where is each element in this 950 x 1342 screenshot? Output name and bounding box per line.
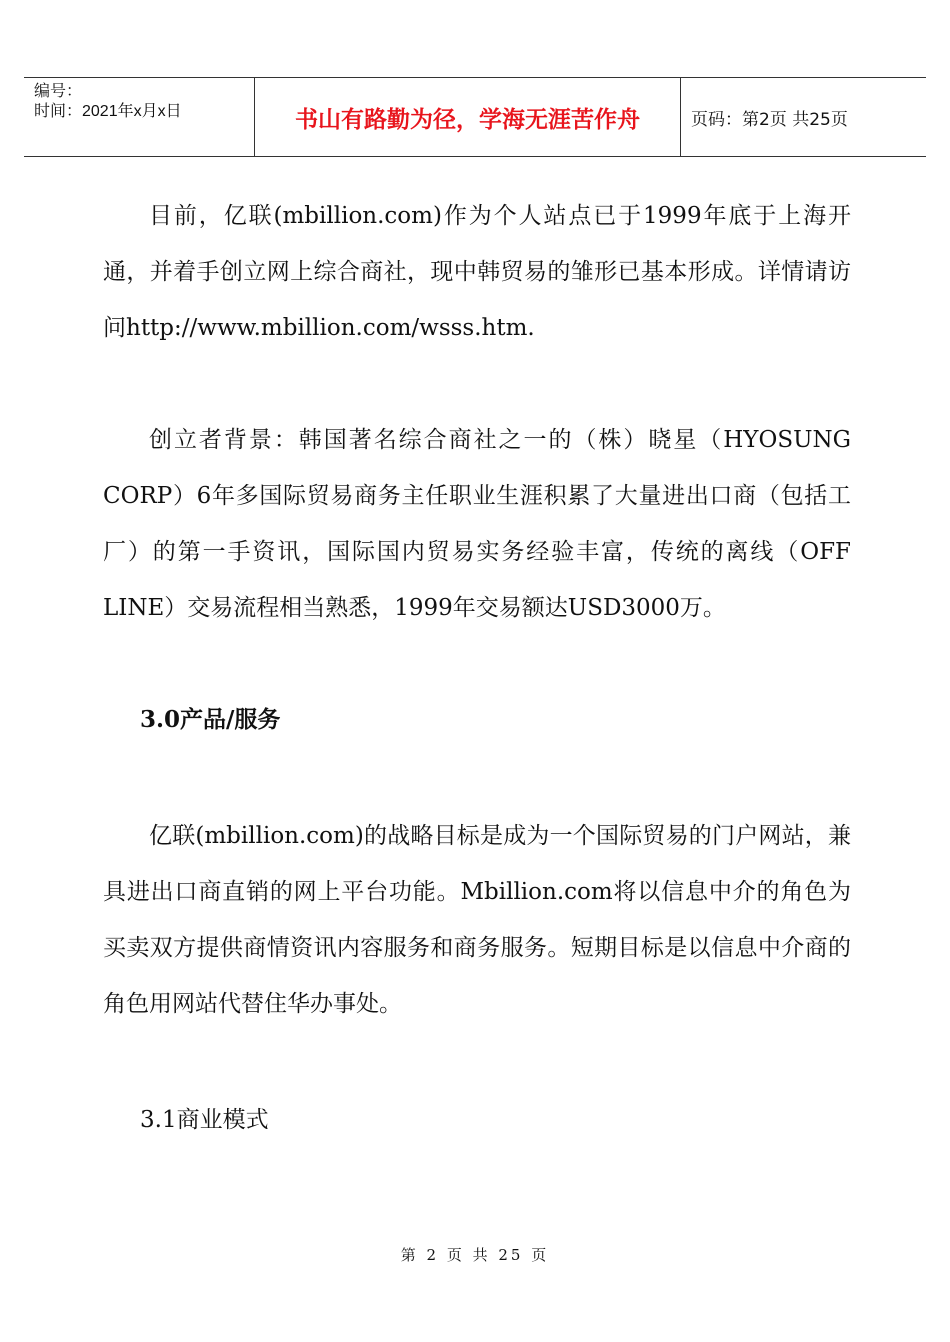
header-meta [24, 78, 254, 156]
header-motto: 书山有路勤为径，学海无涯苦作舟 [254, 78, 681, 156]
page-footer: 第 2 页 共 25 页 [400, 1246, 550, 1264]
page-header [24, 77, 926, 157]
document-body [103, 188, 851, 1148]
paragraph-spacer [103, 636, 851, 692]
paragraph-current-status: 目前，亿联(mbillion.com)作为个人站点已于1999年底于上海开通，并着手创立网上综合商社，现中韩贸易的雏形已基本形成。详情请访问http://www.mbillion.com/wsss.htm. [103, 203, 851, 341]
section-heading-business-model: 3.1商业模式 [140, 1107, 269, 1133]
section-heading-products-services: 3.0产品/服务 [140, 706, 281, 733]
paragraph-founder-background: 创立者背景：韩国著名综合商社之一的（株）晓星（HYOSUNG CORP）6年多国际贸易商务主任职业生涯积累了大量进出口商（包括工厂）的第一手资讯，国际国内贸易实务经验丰富，传统的离线（OFF LINE）交易流程相当熟悉，1999年交易额达USD3000万。 [103, 427, 851, 621]
paragraph-spacer [103, 748, 851, 808]
header-page-info: 页码：第2页 共25页 [691, 109, 848, 130]
paragraph-spacer [103, 1032, 851, 1092]
document-number-label: 编号： [34, 83, 83, 100]
paragraph-spacer [103, 356, 851, 412]
document-time-label: 时间：2021年x月x日 [34, 103, 182, 120]
paragraph-strategy: 亿联(mbillion.com)的战略目标是成为一个国际贸易的门户网站，兼具进出口商直销的网上平台功能。Mbillion.com将以信息中介的角色为买卖双方提供商情资讯内容服务和商务服务。短期目标是以信息中介商的角色用网站代替住华办事处。 [103, 823, 851, 1017]
